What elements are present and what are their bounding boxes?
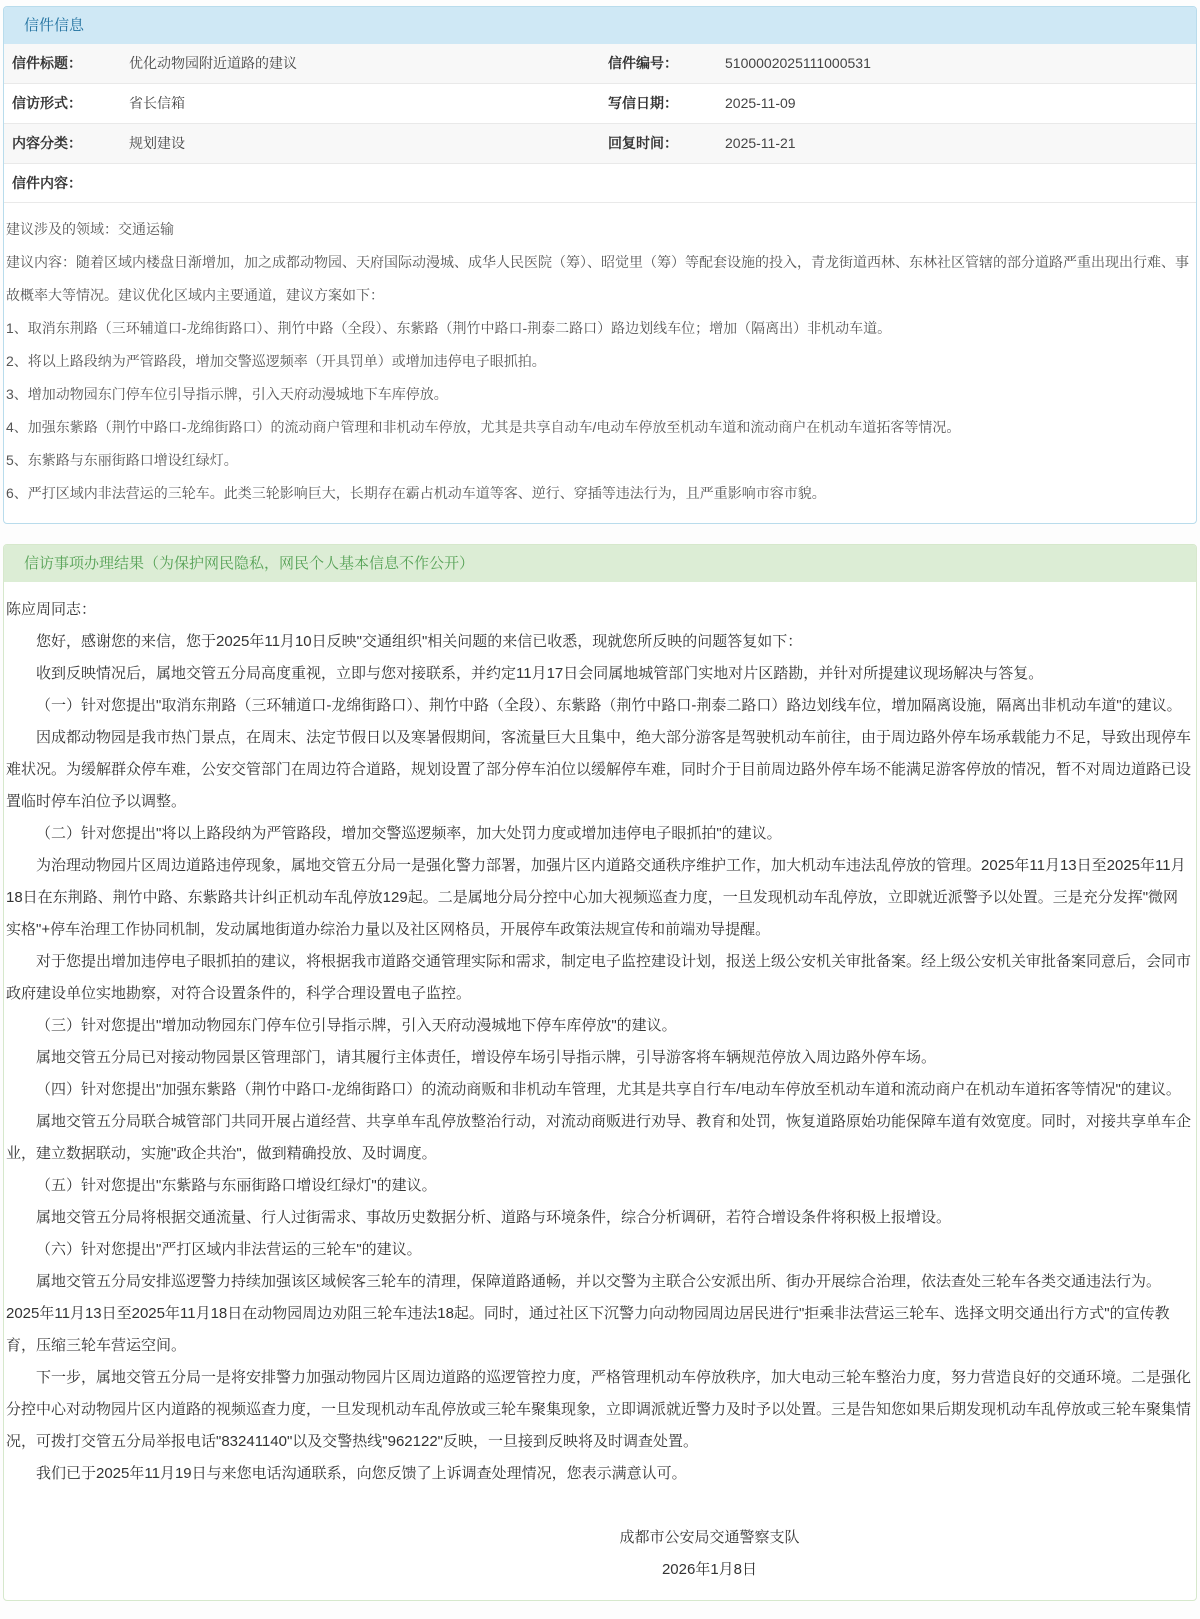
letter-content-label: 信件内容： [4,164,1196,203]
result-paragraph: （二）针对您提出"将以上路段纳为严管路段，增加交警巡逻频率，加大处罚力度或增加违停电子眼抓拍"的建议。 [36,825,782,842]
signature-block [6,1522,1193,1586]
result-header-title: 信访事项办理结果（为保护网民隐私，网民个人基本信息不作公开） [24,555,475,572]
letter-content-line: 5、东紫路与东丽街路口增设红绿灯。 [6,452,238,468]
field-reply-time-value: 2025-11-21 [725,135,796,151]
result-paragraph: （一）针对您提出"取消东荆路（三环辅道口-龙绵街路口）、荆竹中路（全段）、东紫路（荆竹中路口-荆泰二路口）路边划线车位，增加隔离设施，隔离出非机动车道"的建议。 [36,697,1182,714]
result-paragraph: （三）针对您提出"增加动物园东门停车位引导指示牌，引入天府动漫城地下停车库停放"的建议。 [36,1017,677,1034]
letter-content-line: 建议涉及的领域：交通运输 [6,221,174,237]
result-paragraph: 属地交管五分局已对接动物园景区管理部门，请其履行主体责任，增设停车场引导指示牌，引导游客将车辆规范停放入周边路外停车场。 [36,1049,937,1066]
result-paragraph: 属地交管五分局将根据交通流量、行人过街需求、事故历史数据分析、道路与环境条件，综合分析调研，若符合增设条件将积极上报增设。 [36,1209,952,1226]
result-header [4,545,1196,582]
result-paragraph: （五）针对您提出"东紫路与东丽街路口增设红绿灯"的建议。 [36,1177,437,1194]
field-letter-title-label: 信件标题： [12,55,82,71]
field-content-category-label: 内容分类： [12,135,82,151]
result-paragraph: 属地交管五分局联合城管部门共同开展占道经营、共享单车乱停放整治行动，对流动商贩进行劝导、教育和处罚，恢复道路原始功能保障车道有效宽度。同时，对接共享单车企业，建立数据联动，实施"政企共治"，做到精确投放、及时调度。 [6,1113,1192,1162]
result-paragraph: 您好，感谢您的来信，您于2025年11月10日反映"交通组织"相关问题的来信已收悉，现就您所反映的问题答复如下： [36,633,803,650]
result-paragraph: 属地交管五分局安排巡逻警力持续加强该区域候客三轮车的清理，保障道路通畅，并以交警为主联合公安派出所、街办开展综合治理，依法查处三轮车各类交通违法行为。2025年11月13日至2025年11月18日在动物园周边劝阻三轮车违法18起。同时，通过社区下沉警力向动物园周边居民进行"拒乘非法营运三轮车、选择文明交通出行方式"的宣传教育，压缩三轮车营运空间。 [6,1273,1170,1354]
letter-info-panel [3,6,1197,524]
letter-content-line: 2、将以上路段纳为严管路段，增加交警巡逻频率（开具罚单）或增加违停电子眼抓拍。 [6,353,546,369]
field-write-date-value: 2025-11-09 [725,95,796,111]
result-paragraph: （六）针对您提出"严打区域内非法营运的三轮车"的建议。 [36,1241,422,1258]
letter-content-body [4,203,1196,523]
signature-unit: 成都市公安局交通警察支队 [619,1529,800,1546]
field-letter-number [600,44,1196,83]
result-paragraph: 因成都动物园是我市热门景点，在周末、法定节假日以及寒暑假期间，客流量巨大且集中，绝大部分游客是驾驶机动车前往，由于周边路外停车场承载能力不足，导致出现停车难状况。为缓解群众停车难，公安交管部门在周边符合道路，规划设置了部分停车泊位以缓解停车难，同时介于目前周边路外停车场不能满足游客停放的情况，暂不对周边道路已设置临时停车泊位予以调整。 [6,729,1192,810]
result-paragraph: 为治理动物园片区周边道路违停现象，属地交管五分局一是强化警力部署，加强片区内道路交通秩序维护工作，加大机动车违法乱停放的管理。2025年11月13日至2025年11月18日在东荆路、荆竹中路、东紫路共计纠正机动车乱停放129起。二是属地分局分控中心加大视频巡查力度，一旦发现机动车乱停放，立即就近派警予以处置。三是充分发挥"微网实格"+停车治理工作协同机制，发动属地街道办综治力量以及社区网格员，开展停车政策法规宣传和前端劝导提醒。 [6,857,1186,938]
field-petition-form-value: 省长信箱 [129,95,185,111]
result-body [4,582,1196,1600]
letter-row-title-number [4,44,1196,84]
letter-info-header-title: 信件信息 [24,17,85,34]
field-reply-time-label: 回复时间： [608,135,678,151]
letter-content-line: 6、严打区域内非法营运的三轮车。此类三轮影响巨大，长期存在霸占机动车道等客、逆行、穿插等违法行为，且严重影响市容市貌。 [6,485,826,501]
field-content-category-value: 规划建设 [129,135,185,151]
field-letter-number-label: 信件编号： [608,55,678,71]
letter-row-category-reply [4,124,1196,164]
field-petition-form [4,84,600,123]
letter-info-header [4,7,1196,44]
result-paragraph: （四）针对您提出"加强东紫路（荆竹中路口-龙绵街路口）的流动商贩和非机动车管理，尤其是共享自行车/电动车停放至机动车道和流动商户在机动车道拓客等情况"的建议。 [36,1081,1181,1098]
letter-content-line: 建议内容：随着区域内楼盘日渐增加，加之成都动物园、天府国际动漫城、成华人民医院（筹）、昭觉里（筹）等配套设施的投入，青龙街道西林、东林社区管辖的部分道路严重出现出行难、事故概率大等情况。建议优化区域内主要通道，建议方案如下： [6,254,1189,303]
signature-date: 2026年1月8日 [661,1561,758,1578]
field-petition-form-label: 信访形式： [12,95,82,111]
result-panel [3,544,1197,1601]
field-letter-title-value: 优化动物园附近道路的建议 [129,55,297,71]
result-paragraph: 下一步，属地交管五分局一是将安排警力加强动物园片区周边道路的巡逻管控力度，严格管理机动车停放秩序，加大电动三轮车整治力度，努力营造良好的交通环境。二是强化分控中心对动物园片区内道路的视频巡查力度，一旦发现机动车乱停放或三轮车聚集现象，立即调派就近警力及时予以处置。三是告知您如果后期发现机动车乱停放或三轮车聚集情况，可拨打交管五分局举报电话"83241140"以及交警热线"962122"反映，一旦接到反映将及时调查处置。 [6,1369,1192,1450]
letter-row-form-date [4,84,1196,124]
field-letter-title [4,44,600,83]
letter-content-line: 3、增加动物园东门停车位引导指示牌，引入天府动漫城地下车库停放。 [6,386,448,402]
letter-content-line: 1、取消东荆路（三环辅道口-龙绵街路口）、荆竹中路（全段）、东紫路（荆竹中路口-荆泰二路口）路边划线车位；增加（隔离出）非机动车道。 [6,320,892,336]
field-content-category [4,124,600,163]
field-write-date [600,84,1196,123]
field-reply-time [600,124,1196,163]
field-write-date-label: 写信日期： [608,95,678,111]
result-paragraph: 我们已于2025年11月19日与来您电话沟通联系，向您反馈了上诉调查处理情况，您表示满意认可。 [36,1465,687,1482]
result-salutation: 陈应周同志： [6,601,97,618]
result-paragraph: 对于您提出增加违停电子眼抓拍的建议，将根据我市道路交通管理实际和需求，制定电子监控建设计划，报送上级公安机关审批备案。经上级公安机关审批备案同意后，会同市政府建设单位实地勘察，对符合设置条件的，科学合理设置电子监控。 [6,953,1192,1002]
field-letter-number-value: 5100002025111000531 [725,55,871,71]
letter-content-line: 4、加强东紫路（荆竹中路口-龙绵街路口）的流动商户管理和非机动车停放，尤其是共享自动车/电动车停放至机动车道和流动商户在机动车道拓客等情况。 [6,419,961,435]
result-paragraph: 收到反映情况后，属地交管五分局高度重视，立即与您对接联系，并约定11月17日会同属地城管部门实地对片区踏勘，并针对所提建议现场解决与答复。 [36,665,1044,682]
